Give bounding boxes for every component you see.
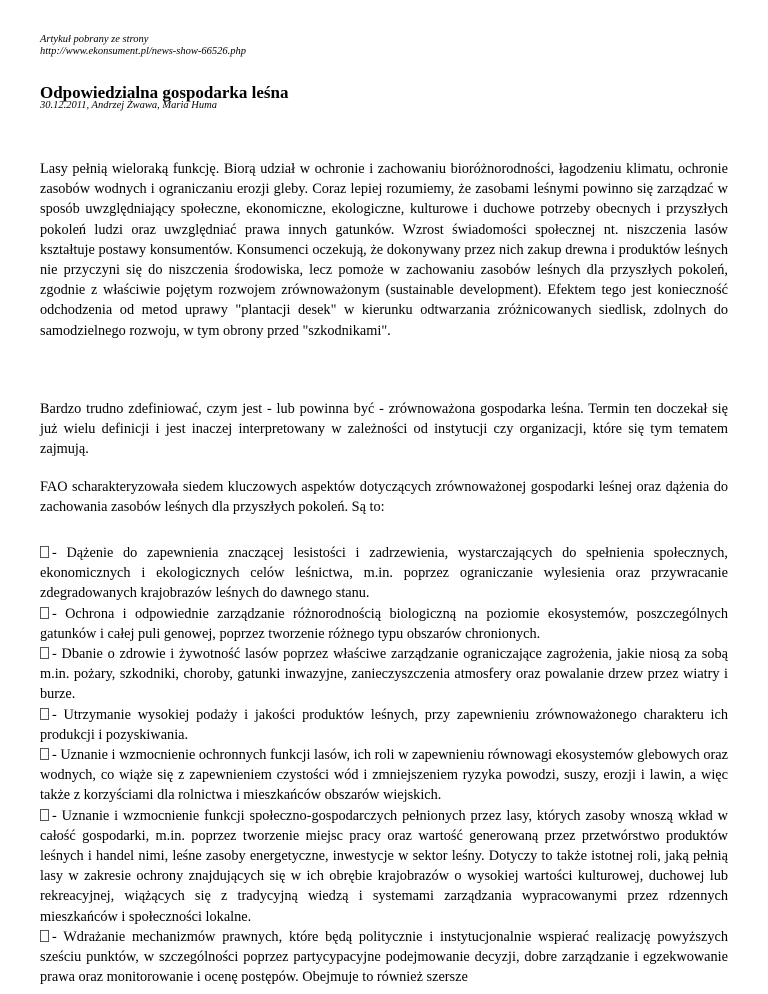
paragraph-definition: Bardzo trudno zdefiniować, czym jest - lub powinna być - zrównoważona gospodarka leśna. Termin ten doczekał się już wielu definicji i jest inaczej interpretowany w zależności od instytucji czy organizacji, które się tym tematem zajmują.	[40, 401, 728, 458]
missing-glyph-icon	[40, 546, 49, 558]
source-url: http://www.ekonsument.pl/news-show-66526.php	[40, 46, 247, 57]
fao-aspects-list	[40, 543, 728, 987]
missing-glyph-icon	[40, 930, 49, 942]
list-item: - Uznanie i wzmocnienie funkcji społeczno-gospodarczych pełnionych przez lasy, których zasoby wnoszą wkład w całość gospodarki, m.in. poprzez tworzenie miejsc pracy oraz wartość generowaną przez przetwórstwo produktów leśnych i handel nimi, leśne zasoby energetyczne, inwestycje w sektor leśny. Dotyczy to także istotnej roli, jaką pełnią lasy w zakresie ochrony znajdujących się w ich obrębie krajobrazów o wysokiej wartości kulturowej, duchowej lub rekreacyjnej, wiążących się z tradycyjną wiedzą i systemami zarządzania wypracowanymi przez rdzennych mieszkańców i społeczności lokalne.	[40, 807, 728, 925]
list-item: - Dążenie do zapewnienia znaczącej lesistości i zadrzewienia, wystarczających do spełnienia społecznych, ekonomicznych i ekologicznych celów leśnictwa, m.in. poprzez ograniczanie wylesienia oraz przywracanie zdegradowanych krajobrazów leśnych do dawnego stanu.	[40, 545, 728, 602]
article-title: Odpowiedzialna gospodarka leśna	[40, 83, 289, 102]
paragraph-fao: FAO scharakteryzowała siedem kluczowych aspektów dotyczących zrównoważonej gospodarki leśnej oraz dążenia do zachowania zasobów leśnych dla przyszłych pokoleń. Są to:	[40, 479, 728, 516]
missing-glyph-icon	[40, 748, 49, 760]
missing-glyph-icon	[40, 708, 49, 720]
list-item: - Uznanie i wzmocnienie ochronnych funkcji lasów, ich roli w zapewnieniu równowagi ekosystemów glebowych oraz wodnych, co wiąże się z zapewnieniem czystości wód i zmniejszeniem ryzyka powodzi, suszy, erozji i lawin, a więc także z korzyściami dla rolnictwa i mieszkańców obszarów wiejskich.	[40, 747, 728, 804]
list-item: - Utrzymanie wysokiej podaży i jakości produktów leśnych, przy zapewnieniu zrównoważonego charakteru ich produkcji i pozyskiwania.	[40, 706, 728, 743]
list-item: - Ochrona i odpowiednie zarządzanie różnorodnością biologiczną na poziomie ekosystemów, poszczególnych gatunków i całej puli genowej, poprzez tworzenie różnego typu obszarów chronionych.	[40, 605, 728, 642]
missing-glyph-icon	[40, 647, 49, 659]
list-item: - Wdrażanie mechanizmów prawnych, które będą politycznie i instytucjonalnie wspierać realizację powyższych sześciu punktów, w szczególności poprzez partycypacyjne podejmowanie decyzji, dobre zarządzanie i egzekwowanie prawa oraz monitorowanie i ocenę postępów. Obejmuje to również szersze	[40, 928, 728, 986]
missing-glyph-icon	[40, 607, 49, 619]
source-label: Artykuł pobrany ze strony	[40, 34, 149, 45]
paragraph-intro: Lasy pełnią wieloraką funkcję. Biorą udział w ochronie i zachowaniu bioróżnorodności, łagodzeniu klimatu, ochronie zasobów wodnych i ograniczaniu erozji gleby. Coraz lepiej rozumiemy, że zasobami leśnymi powinno się zarządzać w sposób uwzględniający społeczne, ekonomiczne, ekologiczne, kulturowe i duchowe potrzeby obecnych i przyszłych pokoleń ludzi oraz uwzględniać prawa innych gatunków. Wzrost świadomości społecznej nt. niszczenia lasów kształtuje postawy konsumentów. Konsumenci oczekują, że dokonywany przez nich zakup drewna i produktów leśnych nie przyczyni się do niszczenia środowiska, lecz pomoże w zachowaniu zasobów leśnych dla przyszłych pokoleń, zgodnie z właściwie pojętym rozwojem zrównoważonym (sustainable development). Efektem tego jest konieczność odchodzenia od metod uprawy "plantacji desek" w kierunku odtwarzania zróżnicowanych siedlisk, zdolnych do samodzielnego rozwoju, w tym obrony przed "szkodnikami".	[40, 161, 728, 339]
list-item: - Dbanie o zdrowie i żywotność lasów poprzez właściwe zarządzanie ograniczające zagrożenia, jakie niosą za sobą m.in. pożary, szkodniki, choroby, gatunki inwazyjne, zanieczyszczenia atmosfery oraz powalanie drzew przez wiatry i burze.	[40, 646, 728, 703]
source-note	[40, 34, 246, 58]
missing-glyph-icon	[40, 809, 49, 821]
article-meta: 30.12.2011, Andrzej Żwawa, Maria Huma	[40, 100, 217, 111]
